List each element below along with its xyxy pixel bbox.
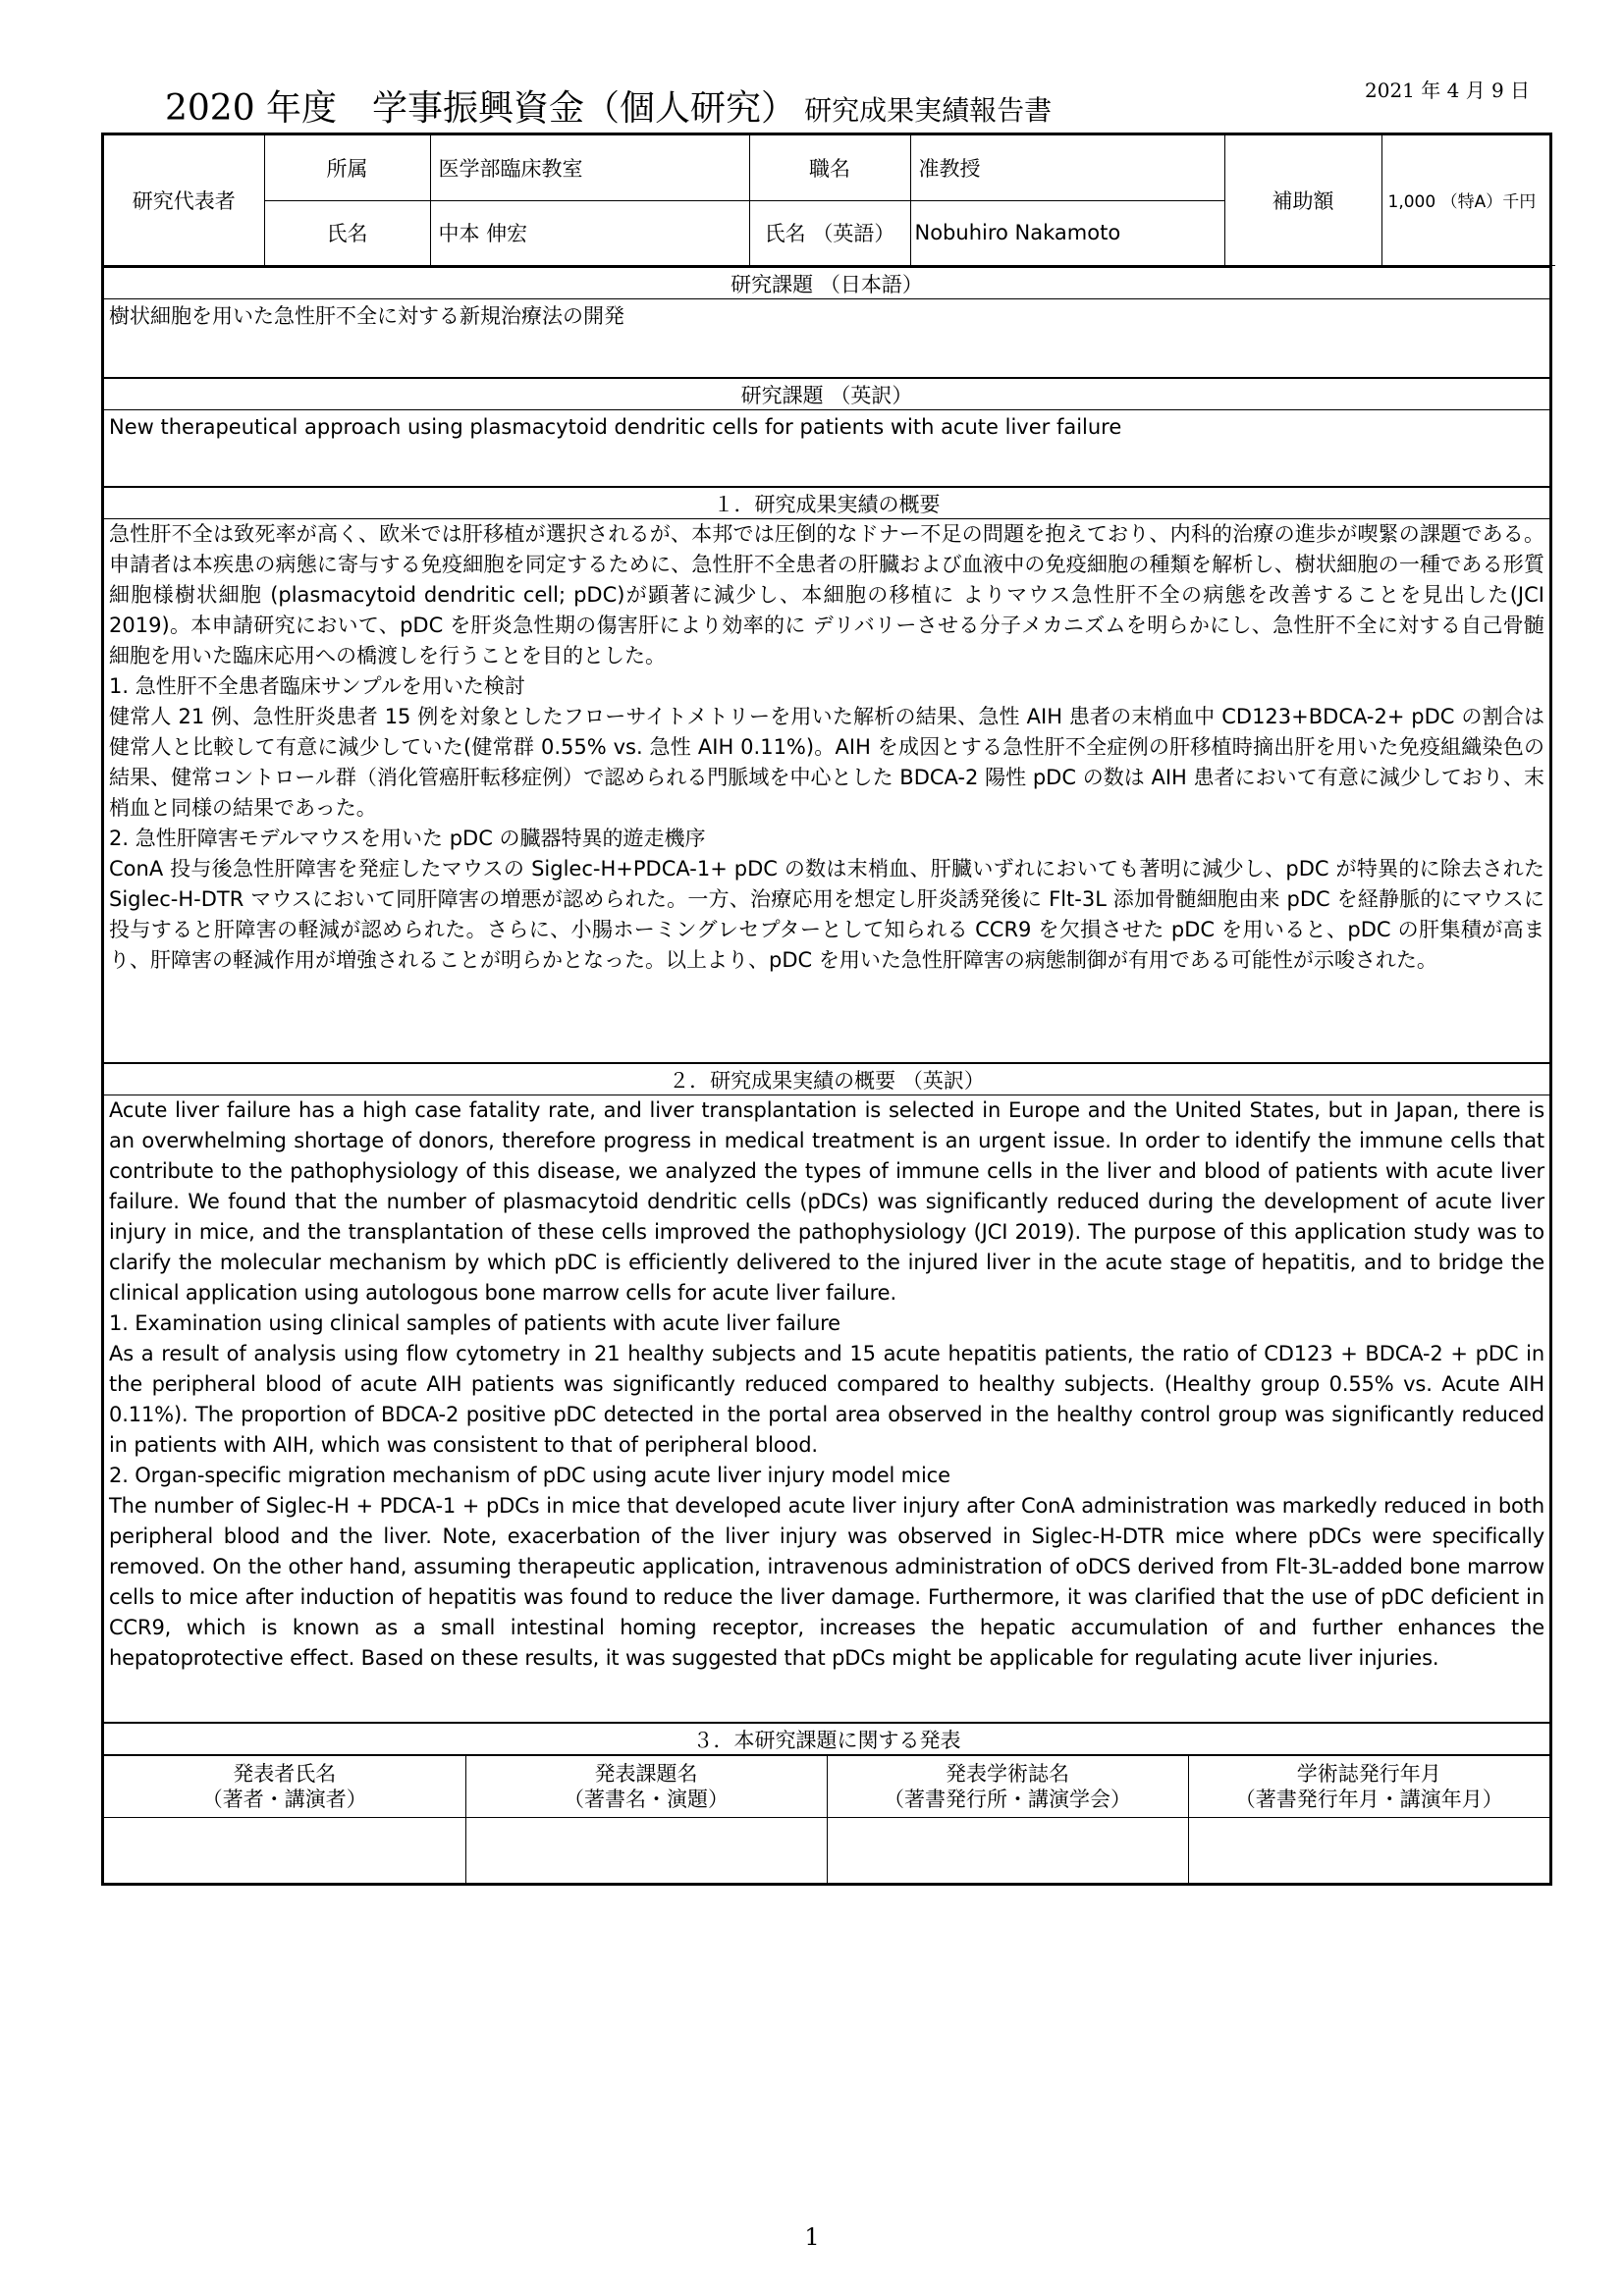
- position-label: 職名: [749, 135, 910, 200]
- name-value: 中本 伸宏: [430, 200, 749, 265]
- page-title: [165, 80, 1052, 131]
- affiliation-value: 医学部臨床教室: [430, 135, 749, 200]
- summary-ja-paragraph: 1. 急性肝不全患者臨床サンプルを用いた検討: [109, 673, 525, 698]
- affiliation-label: 所属: [264, 135, 430, 200]
- pub-col-title: 発表課題名 （著書名・演題）: [465, 1755, 827, 1817]
- summary-ja-body: [104, 519, 1549, 1062]
- pub-cell: [1188, 1817, 1549, 1883]
- summary-ja-paragraph: 急性肝不全は致死率が高く、欧米では肝移植が選択されるが、本邦では圧倒的なドナー不足の問題を抱えており、内科的治療の進歩が喫緊の課題である。申請者は本疾患の病態に寄与する免疫細胞を同定するために、急性肝不全患者の肝臓および血液中の免疫細胞の種類を解析し、樹状細胞の一種である形質細胞様樹状細胞 (plasmacytoid dendritic cell; pDC)が顕著に減少し、本細胞の移植に よりマウス急性肝不全の病態を改善することを見出した(JCI 2019)。本申請研究において、pDC を肝炎急性期の傷害肝により効率的に デリバリーさせる分子メカニズムを明らかにし、急性肝不全に対する自己骨髄細胞を用いた臨床応用への橋渡しを行うことを目的とした。: [109, 521, 1544, 667]
- summary-en-paragraph: Acute liver failure has a high case fatality rate, and liver transplantation is selected in Europe and the United States, but in Japan, there is an overwhelming shortage of donors, therefore progress in medical treatment is an urgent issue. In order to identify the immune cells that contribute to the pathophysiology of this disease, we analyzed the types of immune cells in the liver and blood of patients with acute liver failure. We found that the number of plasmacytoid dendritic cells (pDCs) was significantly reduced during the development of acute liver injury in mice, and the transplantation of these cells improved the pathophysiology (JCI 2019). The purpose of this application study was to clarify the molecular mechanism by which pDC is efficiently delivered to the injured liver in the acute stage of hepatitis, and to bridge the clinical application using autologous bone marrow cells for acute liver failure.: [109, 1097, 1544, 1305]
- name-en-label: 氏名 （英語）: [749, 200, 910, 265]
- topic-ja-text: 樹状細胞を用いた急性肝不全に対する新規治療法の開発: [109, 303, 624, 328]
- publications-table: [104, 1755, 1549, 1883]
- title-main: 2020 年度 学事振興資金（個人研究）: [165, 88, 797, 129]
- summary-ja-heading: １．研究成果実績の概要: [104, 486, 1549, 519]
- summary-en-heading: ２．研究成果実績の概要 （英訳）: [104, 1062, 1549, 1095]
- topic-en-text: New therapeutical approach using plasmacytoid dendritic cells for patients with acute liver failure: [109, 414, 1122, 439]
- summary-en-paragraph: 1. Examination using clinical samples of patients with acute liver failure: [109, 1310, 840, 1335]
- pub-cell: [827, 1817, 1188, 1883]
- topic-en-heading: 研究課題 （英訳）: [104, 377, 1549, 410]
- summary-en-paragraph: As a result of analysis using flow cytometry in 21 healthy subjects and 15 acute hepatitis patients, the ratio of CD123 + BDCA-2 + pDC in the peripheral blood of acute AIH patients was significantly reduced compared to healthy subjects. (Healthy group 0.55% vs. Acute AIH 0.11%). The proportion of BDCA-2 positive pDC detected in the portal area observed in the healthy control group was significantly reduced in patients with AIH, which was consistent to that of peripheral blood.: [109, 1341, 1544, 1457]
- summary-en-paragraph: 2. Organ-specific migration mechanism of pDC using acute liver injury model mice: [109, 1463, 950, 1487]
- representative-label: 研究代表者: [104, 135, 264, 265]
- name-label: 氏名: [264, 200, 430, 265]
- pub-cell: [465, 1817, 827, 1883]
- page-number: 1: [804, 2223, 820, 2251]
- grant-label: 補助額: [1224, 135, 1381, 265]
- name-en-value: Nobuhiro Nakamoto: [910, 200, 1224, 265]
- summary-ja-paragraph: ConA 投与後急性肝障害を発症したマウスの Siglec-H+PDCA-1+ pDC の数は末梢血、肝臓いずれにおいても著明に減少し、pDC が特異的に除去された Siglec-H-DTR マウスにおいて同肝障害の増悪が認められた。一方、治療応用を想定し肝炎誘発後に Flt-3L 添加骨髄細胞由来 pDC を経静脈的にマウスに投与すると肝障害の軽減が認められた。さらに、小腸ホーミングレセプターとして知られる CCR9 を欠損させた pDC を用いると、pDC の肝集積が高まり、肝障害の軽減作用が増強されることが明らかとなった。以上より、pDC を用いた急性肝障害の病態制御が有用である可能性が示唆された。: [109, 856, 1544, 972]
- pub-col-date: 学術誌発行年月 （著書発行年月・講演年月）: [1188, 1755, 1549, 1817]
- report-date: 2021 年 4 月 9 日: [1365, 79, 1531, 102]
- summary-ja-paragraph: 2. 急性肝障害モデルマウスを用いた pDC の臓器特異的遊走機序: [109, 826, 706, 850]
- summary-en-body: [104, 1095, 1549, 1722]
- summary-ja-paragraph: 健常人 21 例、急性肝炎患者 15 例を対象としたフローサイトメトリーを用いた解析の結果、急性 AIH 患者の末梢血中 CD123+BDCA-2+ pDC の割合は健常人と比較して有意に減少していた(健常群 0.55% vs. 急性 AIH 0.11%)。AIH を成因とする急性肝不全症例の肝移植時摘出肝を用いた免疫組織染色の結果、健常コントロール群（消化管癌肝転移症例）で認められる門脈域を中心とした BDCA-2 陽性 pDC の数は AIH 患者において有意に減少しており、末梢血と同様の結果であった。: [109, 704, 1544, 820]
- position-value: 准教授: [910, 135, 1224, 200]
- pub-cell: [104, 1817, 465, 1883]
- grant-value: 1,000 （特A）千円: [1381, 135, 1555, 265]
- summary-en-paragraph: The number of Siglec-H + PDCA-1 + pDCs in mice that developed acute liver injury after ConA administration was markedly reduced in both peripheral blood and the liver. Note, exacerbation of the liver injury was observed in Siglec-H-DTR mice where pDCs were specifically removed. On the other hand, assuming therapeutic application, intravenous administration of oDCS derived from Flt-3L-added bone marrow cells to mice after induction of hepatitis was found to reduce the liver damage. Furthermore, it was clarified that the use of pDC deficient in CCR9, which is known as a small intestinal homing receptor, increases the hepatic accumulation of and further enhances the hepatoprotective effect. Based on these results, it was suggested that pDCs might be applicable for regulating acute liver injuries.: [109, 1493, 1544, 1670]
- pub-col-presenter: 発表者氏名 （著者・講演者）: [104, 1755, 465, 1817]
- info-table: [104, 135, 1555, 266]
- report-form: [101, 133, 1552, 1886]
- topic-ja-heading: 研究課題 （日本語）: [104, 266, 1549, 299]
- publications-heading: ３．本研究課題に関する発表: [104, 1722, 1549, 1755]
- pub-col-journal: 発表学術誌名 （著書発行所・講演学会）: [827, 1755, 1188, 1817]
- title-sub: 研究成果実績報告書: [804, 94, 1053, 127]
